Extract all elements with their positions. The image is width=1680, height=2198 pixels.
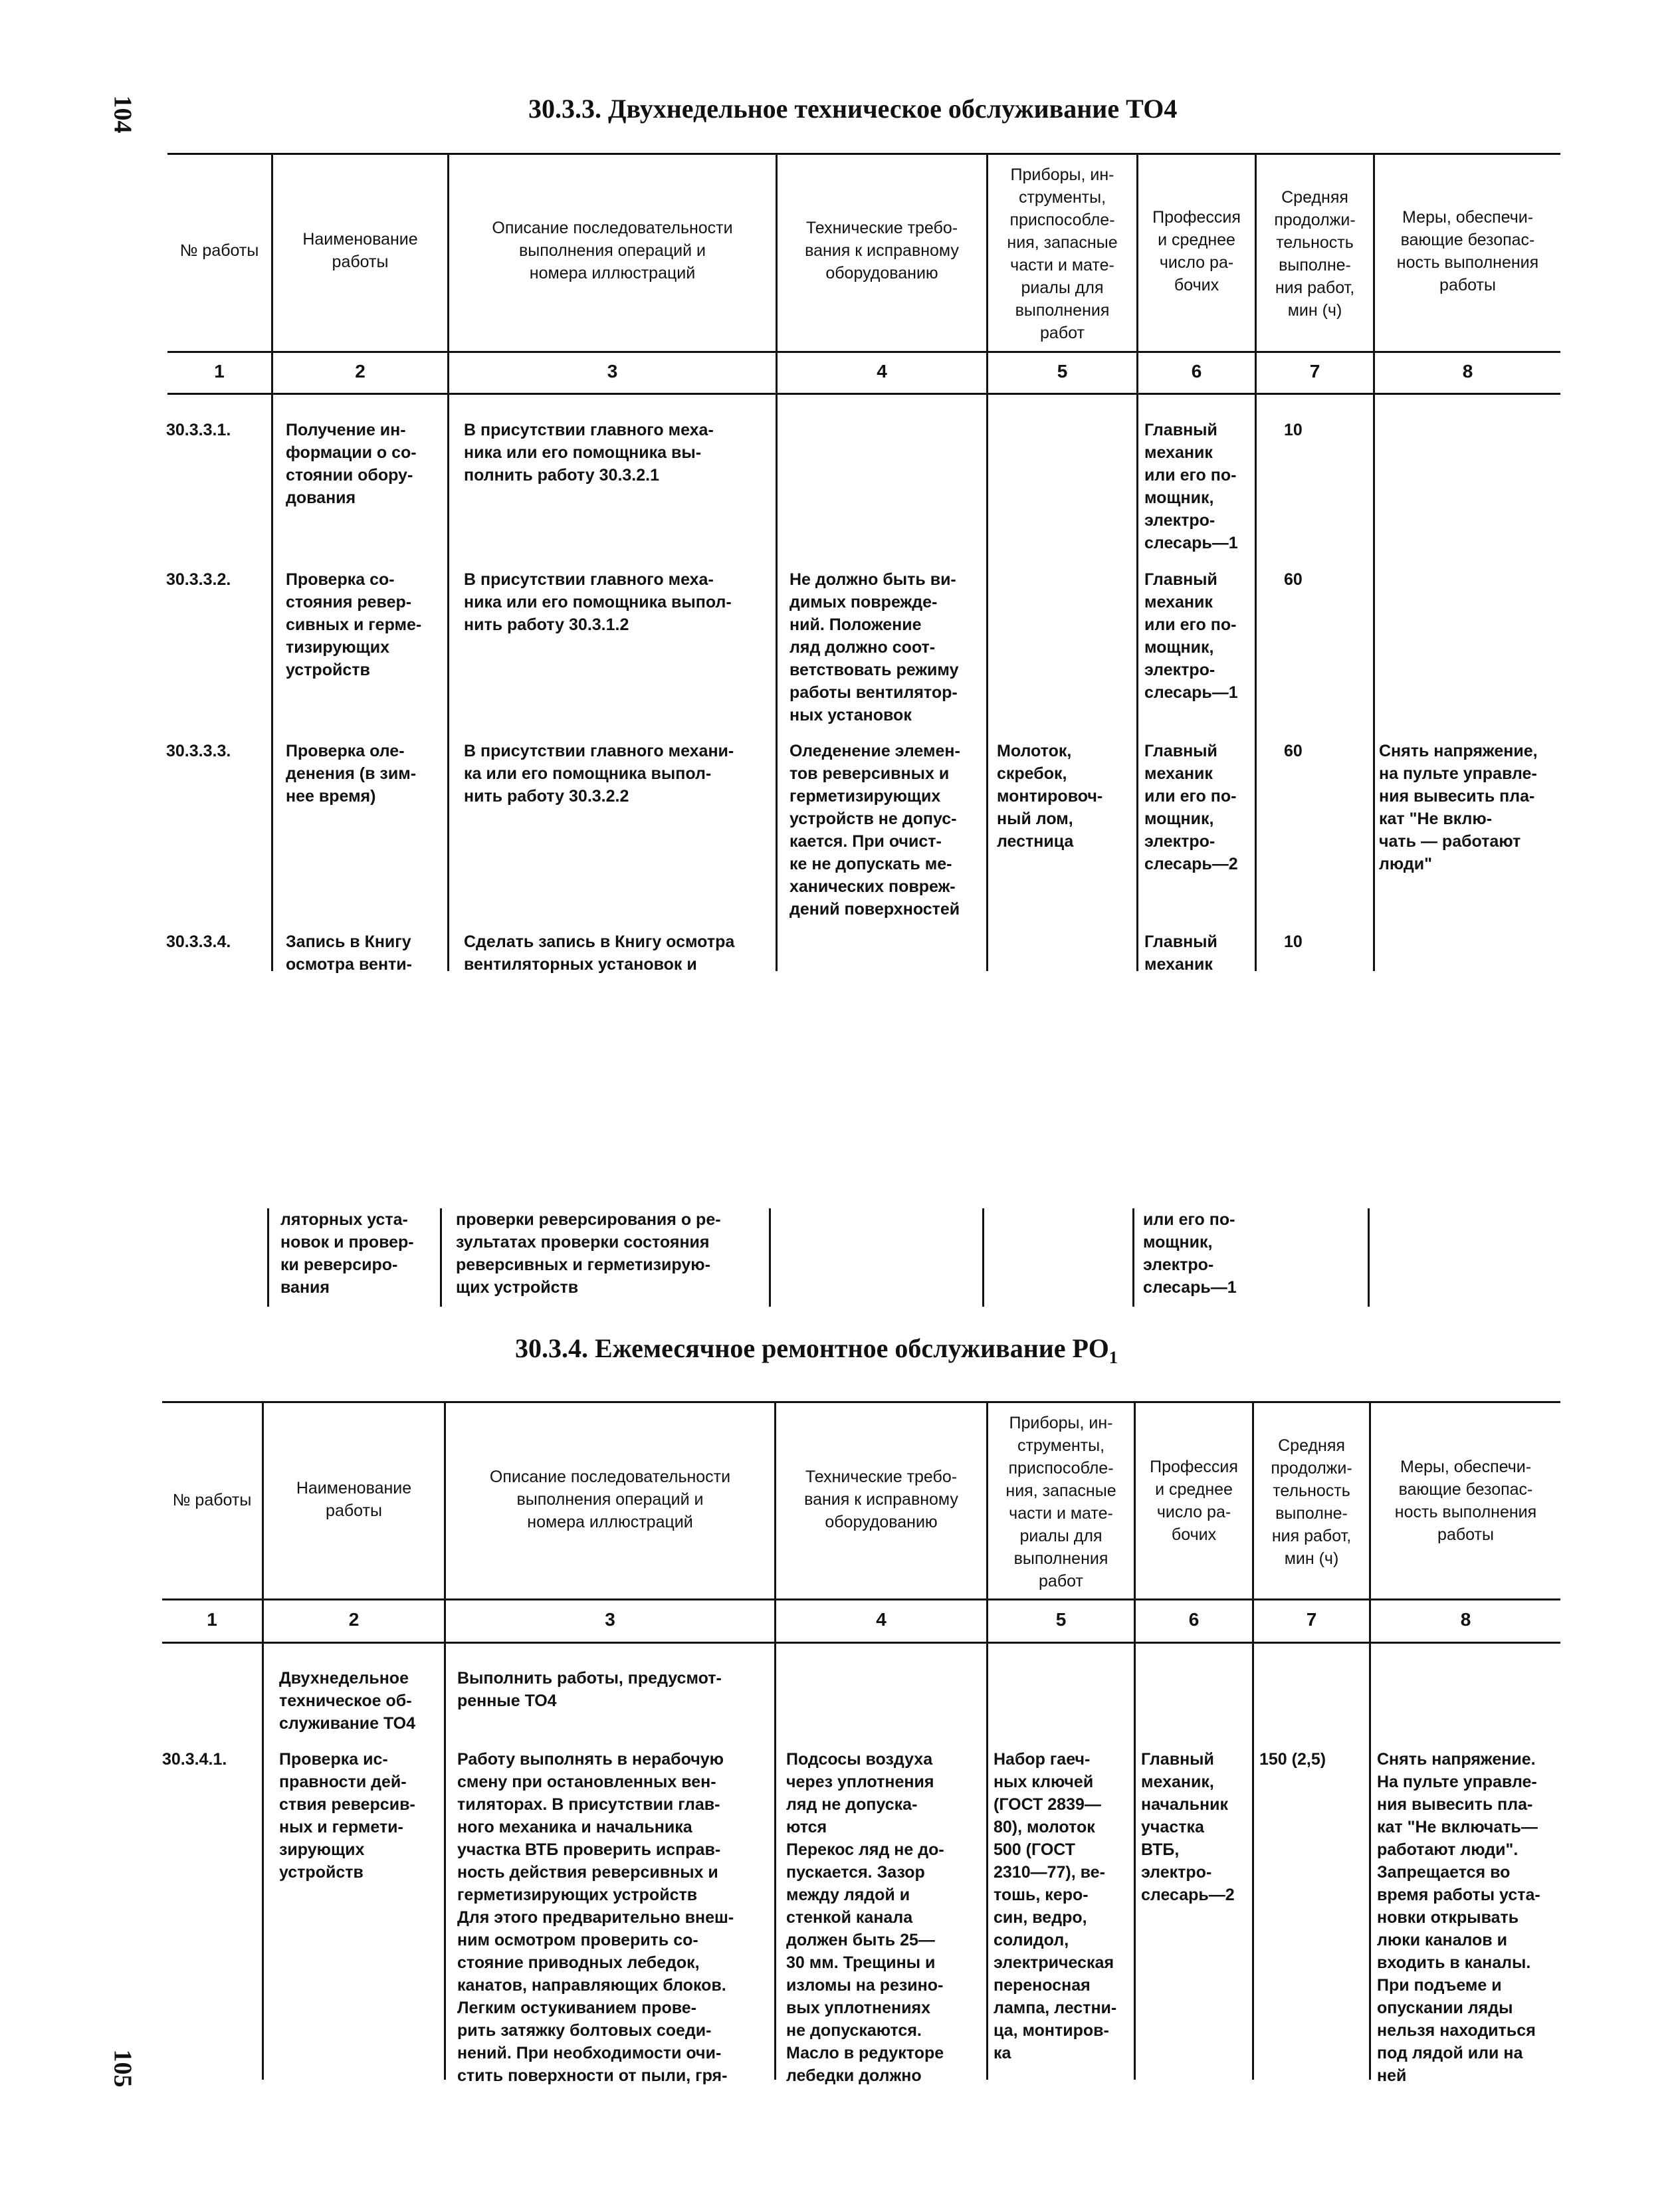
column-number: 8 <box>1462 361 1473 382</box>
work-name: Проверка оле- денения (в зим- нее время) <box>286 742 417 806</box>
work-name: Проверка ис- правности дей- ствия реверсив- ных и гермети- зирующих устройств <box>279 1750 415 1882</box>
table-rule <box>167 351 1560 353</box>
header-work-name: Наименование работы <box>302 230 418 271</box>
work-profession: Главный механик <box>1144 933 1217 974</box>
work-name: Проверка со- стояния ревер- сивных и герме- тизирующих устройств <box>286 570 422 679</box>
section-2-title-text: 30.3.4. Ежемесячное ремонтное обслуживание РО <box>515 1333 1109 1363</box>
section-1-title: 30.3.3. Двухнедельное техническое обслуживание ТО4 <box>528 94 1178 124</box>
column-number: 5 <box>1055 1609 1067 1630</box>
column-divider <box>1132 1208 1134 1307</box>
work-tools: Молоток, скребок, монтировоч- ный лом, лестница <box>997 742 1103 851</box>
work-description: Сделать запись в Книгу осмотра вентиляторных установок и <box>464 933 735 974</box>
section-2-title-subscript: 1 <box>1108 1348 1118 1367</box>
column-number: 4 <box>877 361 887 382</box>
work-name: ляторных уста- новок и провер- ки реверсиро- вания <box>280 1210 414 1297</box>
work-number: 30.3.3.3. <box>166 742 231 760</box>
header-profession: Профессия и среднее число ра- бочих <box>1150 1458 1238 1544</box>
work-profession: Главный механик или его по- мощник, электро- слесарь—1 <box>1144 421 1238 552</box>
work-description: Выполнить работы, предусмот- ренные ТО4 <box>457 1669 722 1710</box>
table-rule <box>167 393 1560 395</box>
header-duration: Средняя продолжи- тельность выполне- ния работ, мин (ч) <box>1271 1436 1352 1568</box>
header-profession: Профессия и среднее число ра- бочих <box>1152 208 1241 294</box>
table-rule <box>162 1401 1560 1403</box>
header-tools: Приборы, ин- струменты, приспособле- ния, запасные части и мате- риалы для выполнения работ <box>1005 1414 1116 1591</box>
work-duration: 10 <box>1284 933 1303 951</box>
table-rule <box>162 1598 1560 1600</box>
column-number: 1 <box>214 361 225 382</box>
column-number: 8 <box>1460 1609 1471 1630</box>
table-rule <box>167 153 1560 155</box>
work-number: 30.3.3.1. <box>166 421 231 439</box>
table-rule <box>162 1642 1560 1644</box>
work-description: проверки реверсирования о ре- зультатах проверки состояния реверсивных и герметизирую- щих устройств <box>456 1210 721 1297</box>
work-profession: Главный механик или его по- мощник, электро- слесарь—2 <box>1144 742 1238 873</box>
work-description: В присутствии главного меха- ника или его помощника вы- полнить работу 30.3.2.1 <box>464 421 714 485</box>
column-number: 3 <box>607 361 618 382</box>
work-name: Получение ин- формации о со- стоянии обору- дования <box>286 421 417 507</box>
header-tools: Приборы, ин- струменты, приспособле- ния, запасные части и мате- риалы для выполнения работ <box>1007 165 1118 342</box>
work-number: 30.3.3.4. <box>166 933 231 951</box>
work-safety: Снять напряжение. На пульте управле- ния вывесить пла- кат "Не включать— работают люди". Запрещается во время работы уста- новки открывать люки каналов и входить в каналы. При подъеме и опускании ляды нельзя находиться под лядой или на ней <box>1377 1750 1540 2085</box>
column-divider <box>769 1208 771 1307</box>
column-number: 3 <box>605 1609 615 1630</box>
column-number: 4 <box>876 1609 887 1630</box>
work-requirements: Подсосы воздуха через уплотнения ляд не допуска- ются Перекос ляд не до- пускается. Зазор между лядой и стенкой канала должен быть 25— 30 мм. Трещины и изломы на резино- вых уплотнениях не допускаются. Масло в редукторе лебедки должно <box>786 1750 944 2085</box>
header-duration: Средняя продолжи- тельность выполне- ния работ, мин (ч) <box>1274 188 1356 320</box>
work-name: Запись в Книгу осмотра венти- <box>286 933 413 974</box>
work-name: Двухнедельное техническое об- служивание ТО4 <box>279 1669 416 1733</box>
work-profession: Главный механик или его по- мощник, электро- слесарь—1 <box>1144 570 1238 702</box>
header-work-number: № работы <box>179 241 259 260</box>
work-profession: Главный механик, начальник участка ВТБ, электро- слесарь—2 <box>1141 1750 1235 1904</box>
work-tools: Набор гаеч- ных ключей (ГОСТ 2839— 80), молоток 500 (ГОСТ 2310—77), ве- тошь, керо- син, ведро, солидол, электрическая переносная лампа, лестни- ца, монтиров- ка <box>994 1750 1117 2062</box>
work-duration: 60 <box>1284 570 1303 589</box>
work-safety: Снять напряжение, на пульте управле- ния вывесить пла- кат "Не вклю- чать — работают люди" <box>1379 742 1538 873</box>
header-description: Описание последовательности выполнения операций и номера иллюстраций <box>489 1468 731 1531</box>
column-number: 1 <box>207 1609 217 1630</box>
column-number: 7 <box>1309 361 1320 382</box>
work-requirements: Не должно быть ви- димых поврежде- ний. Положение ляд должно соот- ветствовать режиму работы вентилятор- ных установок <box>789 570 959 724</box>
work-description: В присутствии главного механи- ка или его помощника выпол- нить работу 30.3.2.2 <box>464 742 734 806</box>
work-duration: 150 (2,5) <box>1259 1750 1326 1769</box>
work-duration: 60 <box>1284 742 1303 760</box>
page-number-top: 104 <box>108 95 137 134</box>
header-safety: Меры, обеспечи- вающие безопас- ность выполнения работы <box>1396 208 1539 294</box>
column-number: 7 <box>1306 1609 1317 1630</box>
header-work-name: Наименование работы <box>296 1479 412 1520</box>
page-number-bottom: 105 <box>108 2049 137 2088</box>
column-number: 2 <box>348 1609 360 1630</box>
column-number: 6 <box>1191 361 1202 382</box>
column-number: 2 <box>355 361 366 382</box>
work-number: 30.3.3.2. <box>166 570 231 589</box>
work-profession: или его по- мощник, электро- слесарь—1 <box>1143 1210 1237 1297</box>
work-description: В присутствии главного меха- ника или его помощника выпол- нить работу 30.3.1.2 <box>464 570 732 634</box>
work-number: 30.3.4.1. <box>162 1750 227 1769</box>
header-description: Описание последовательности выполнения операций и номера иллюстраций <box>492 219 733 282</box>
column-divider <box>440 1208 442 1307</box>
work-requirements: Оледенение элемен- тов реверсивных и герметизирующих устройств не допус- кается. При очист- ке не допускать ме- ханических повреж- дений поверхностей <box>789 742 960 919</box>
section-2-title <box>515 1333 1118 1368</box>
column-divider <box>271 154 273 971</box>
header-work-number: № работы <box>172 1491 252 1509</box>
column-divider <box>982 1208 984 1307</box>
column-number: 5 <box>1057 361 1068 382</box>
column-divider <box>267 1208 269 1307</box>
work-duration: 10 <box>1284 421 1303 439</box>
header-safety: Меры, обеспечи- вающие безопас- ность выполнения работы <box>1394 1458 1537 1544</box>
column-number: 6 <box>1188 1609 1200 1630</box>
column-divider <box>1368 1208 1370 1307</box>
work-description: Работу выполнять в нерабочую смену при остановленных вен- тиляторах. В присутствии глав- ного механика и начальника участка ВТБ проверить исправ- ность действия реверсивных и герметизирующих устройств Для этого предварительно внеш- ним осмотром проверить со- стояние приводных лебедок, канатов, направляющих блоков. Легким остукиванием прове- рить затяжку болтовых соеди- нений. При необходимости очи- стить поверхности от пыли, гря- <box>457 1750 734 2085</box>
header-requirements: Технические требо- вания к исправному оборудованию <box>804 1468 958 1531</box>
header-requirements: Технические требо- вания к исправному оборудованию <box>805 219 959 282</box>
